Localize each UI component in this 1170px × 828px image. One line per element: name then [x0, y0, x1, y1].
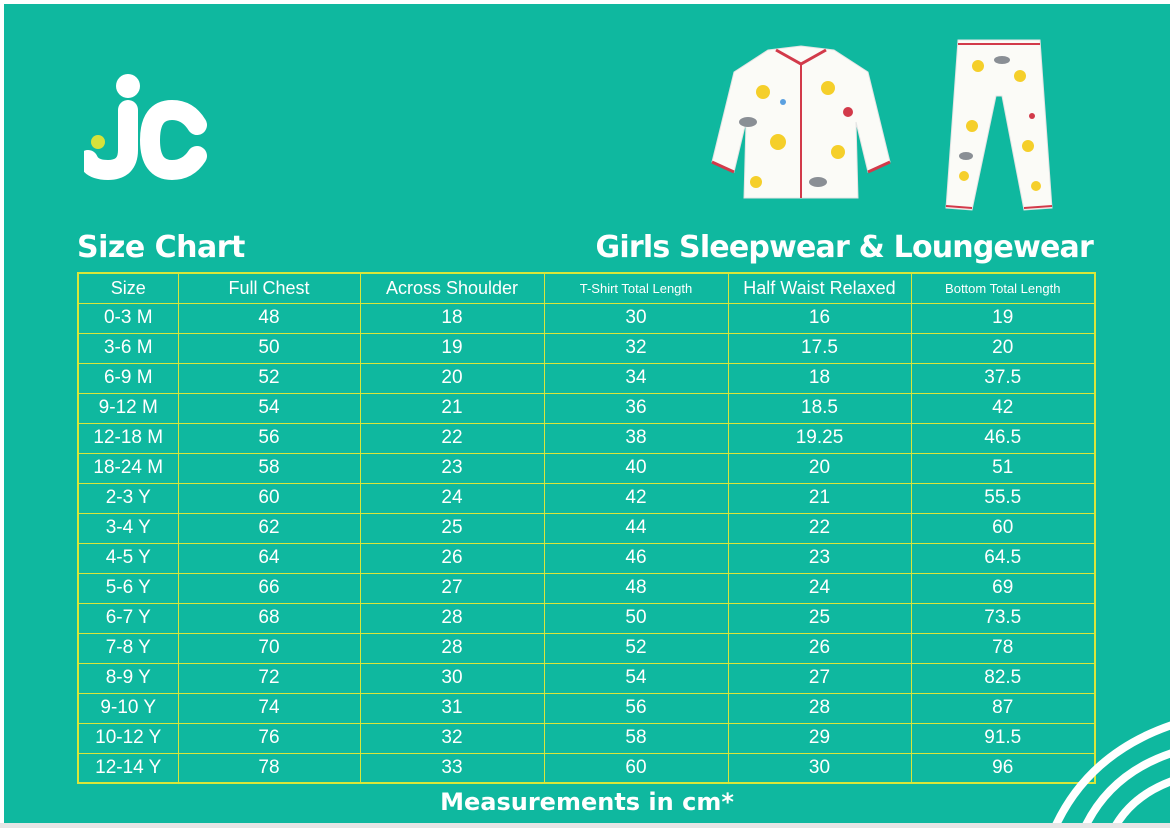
- table-cell: 96: [911, 753, 1095, 783]
- table-cell: 19: [360, 333, 544, 363]
- table-cell: 60: [544, 753, 728, 783]
- table-cell: 52: [544, 633, 728, 663]
- table-cell: 23: [728, 543, 911, 573]
- table-cell: 4-5 Y: [78, 543, 178, 573]
- table-row: [78, 543, 1095, 573]
- table-cell: 19: [911, 303, 1095, 333]
- table-cell: 48: [544, 573, 728, 603]
- table-cell: 26: [360, 543, 544, 573]
- table-cell: 68: [178, 603, 360, 633]
- table-cell: 31: [360, 693, 544, 723]
- table-row: [78, 333, 1095, 363]
- table-cell: 28: [728, 693, 911, 723]
- table-cell: 20: [360, 363, 544, 393]
- product-title: Girls Sleepwear & Loungewear: [595, 230, 1093, 265]
- table-row: [78, 483, 1095, 513]
- table-cell: 24: [360, 483, 544, 513]
- table-row: [78, 573, 1095, 603]
- table-cell: 70: [178, 633, 360, 663]
- table-cell: 2-3 Y: [78, 483, 178, 513]
- jc-logo: [84, 70, 214, 182]
- table-cell: 52: [178, 363, 360, 393]
- table-cell: 27: [728, 663, 911, 693]
- table-cell: 33: [360, 753, 544, 783]
- table-cell: 58: [178, 453, 360, 483]
- table-row: [78, 663, 1095, 693]
- table-cell: 20: [911, 333, 1095, 363]
- table-cell: 12-14 Y: [78, 753, 178, 783]
- table-cell: 46: [544, 543, 728, 573]
- table-cell: 66: [178, 573, 360, 603]
- table-cell: 46.5: [911, 423, 1095, 453]
- table-cell: 74: [178, 693, 360, 723]
- table-row: [78, 693, 1095, 723]
- table-cell: 34: [544, 363, 728, 393]
- table-cell: 55.5: [911, 483, 1095, 513]
- table-cell: 27: [360, 573, 544, 603]
- table-cell: 48: [178, 303, 360, 333]
- table-cell: 21: [728, 483, 911, 513]
- table-cell: 21: [360, 393, 544, 423]
- table-cell: 18: [360, 303, 544, 333]
- table-row: [78, 603, 1095, 633]
- table-cell: 20: [728, 453, 911, 483]
- measurements-note: Measurements in cm*: [440, 788, 734, 816]
- header-tshirt-total-length: T-Shirt Total Length: [544, 273, 728, 303]
- size-chart-table: [77, 272, 1096, 784]
- table-row: [78, 753, 1095, 783]
- table-cell: 6-7 Y: [78, 603, 178, 633]
- table-cell: 30: [544, 303, 728, 333]
- table-row: [78, 423, 1095, 453]
- table-cell: 58: [544, 723, 728, 753]
- table-cell: 12-18 M: [78, 423, 178, 453]
- table-header-row: [78, 273, 1095, 303]
- table-row: [78, 453, 1095, 483]
- table-cell: 16: [728, 303, 911, 333]
- table-cell: 18.5: [728, 393, 911, 423]
- table-cell: 60: [178, 483, 360, 513]
- header-size: Size: [78, 273, 178, 303]
- table-cell: 87: [911, 693, 1095, 723]
- table-cell: 36: [544, 393, 728, 423]
- rainbow-arc-decoration: [1050, 713, 1170, 823]
- table-cell: 42: [544, 483, 728, 513]
- table-cell: 44: [544, 513, 728, 543]
- bottom-strip: [0, 823, 1170, 828]
- table-cell: 64: [178, 543, 360, 573]
- table-cell: 50: [178, 333, 360, 363]
- table-cell: 64.5: [911, 543, 1095, 573]
- header-bottom-total-length: Bottom Total Length: [911, 273, 1095, 303]
- table-cell: 9-10 Y: [78, 693, 178, 723]
- table-cell: 7-8 Y: [78, 633, 178, 663]
- table-cell: 32: [360, 723, 544, 753]
- pajama-pants-image: [942, 36, 1056, 214]
- table-cell: 76: [178, 723, 360, 753]
- table-row: [78, 723, 1095, 753]
- table-cell: 30: [360, 663, 544, 693]
- table-cell: 23: [360, 453, 544, 483]
- table-row: [78, 393, 1095, 423]
- table-cell: 25: [360, 513, 544, 543]
- table-cell: 18: [728, 363, 911, 393]
- table-cell: 38: [544, 423, 728, 453]
- table-cell: 50: [544, 603, 728, 633]
- table-cell: 0-3 M: [78, 303, 178, 333]
- table-cell: 3-4 Y: [78, 513, 178, 543]
- table-cell: 26: [728, 633, 911, 663]
- table-cell: 60: [911, 513, 1095, 543]
- size-chart-title: Size Chart: [77, 230, 245, 265]
- table-cell: 28: [360, 603, 544, 633]
- table-cell: 62: [178, 513, 360, 543]
- table-cell: 3-6 M: [78, 333, 178, 363]
- table-cell: 37.5: [911, 363, 1095, 393]
- table-row: [78, 363, 1095, 393]
- table-cell: 22: [360, 423, 544, 453]
- table-cell: 9-12 M: [78, 393, 178, 423]
- header-across-shoulder: Across Shoulder: [360, 273, 544, 303]
- table-cell: 17.5: [728, 333, 911, 363]
- table-cell: 56: [178, 423, 360, 453]
- table-cell: 54: [544, 663, 728, 693]
- table-cell: 10-12 Y: [78, 723, 178, 753]
- table-cell: 91.5: [911, 723, 1095, 753]
- table-row: [78, 633, 1095, 663]
- table-cell: 42: [911, 393, 1095, 423]
- table-cell: 54: [178, 393, 360, 423]
- table-row: [78, 303, 1095, 333]
- table-cell: 29: [728, 723, 911, 753]
- table-cell: 24: [728, 573, 911, 603]
- table-cell: 72: [178, 663, 360, 693]
- table-cell: 69: [911, 573, 1095, 603]
- table-cell: 82.5: [911, 663, 1095, 693]
- pajama-shirt-image: [708, 42, 894, 202]
- header-half-waist-relaxed: Half Waist Relaxed: [728, 273, 911, 303]
- size-chart-page: [4, 4, 1170, 823]
- table-cell: 78: [178, 753, 360, 783]
- table-cell: 32: [544, 333, 728, 363]
- table-cell: 8-9 Y: [78, 663, 178, 693]
- table-row: [78, 513, 1095, 543]
- table-cell: 25: [728, 603, 911, 633]
- table-cell: 5-6 Y: [78, 573, 178, 603]
- header-full-chest: Full Chest: [178, 273, 360, 303]
- table-cell: 18-24 M: [78, 453, 178, 483]
- table-cell: 30: [728, 753, 911, 783]
- table-cell: 22: [728, 513, 911, 543]
- table-cell: 19.25: [728, 423, 911, 453]
- table-cell: 28: [360, 633, 544, 663]
- table-cell: 73.5: [911, 603, 1095, 633]
- table-cell: 56: [544, 693, 728, 723]
- table-cell: 51: [911, 453, 1095, 483]
- table-cell: 6-9 M: [78, 363, 178, 393]
- table-cell: 40: [544, 453, 728, 483]
- table-cell: 78: [911, 633, 1095, 663]
